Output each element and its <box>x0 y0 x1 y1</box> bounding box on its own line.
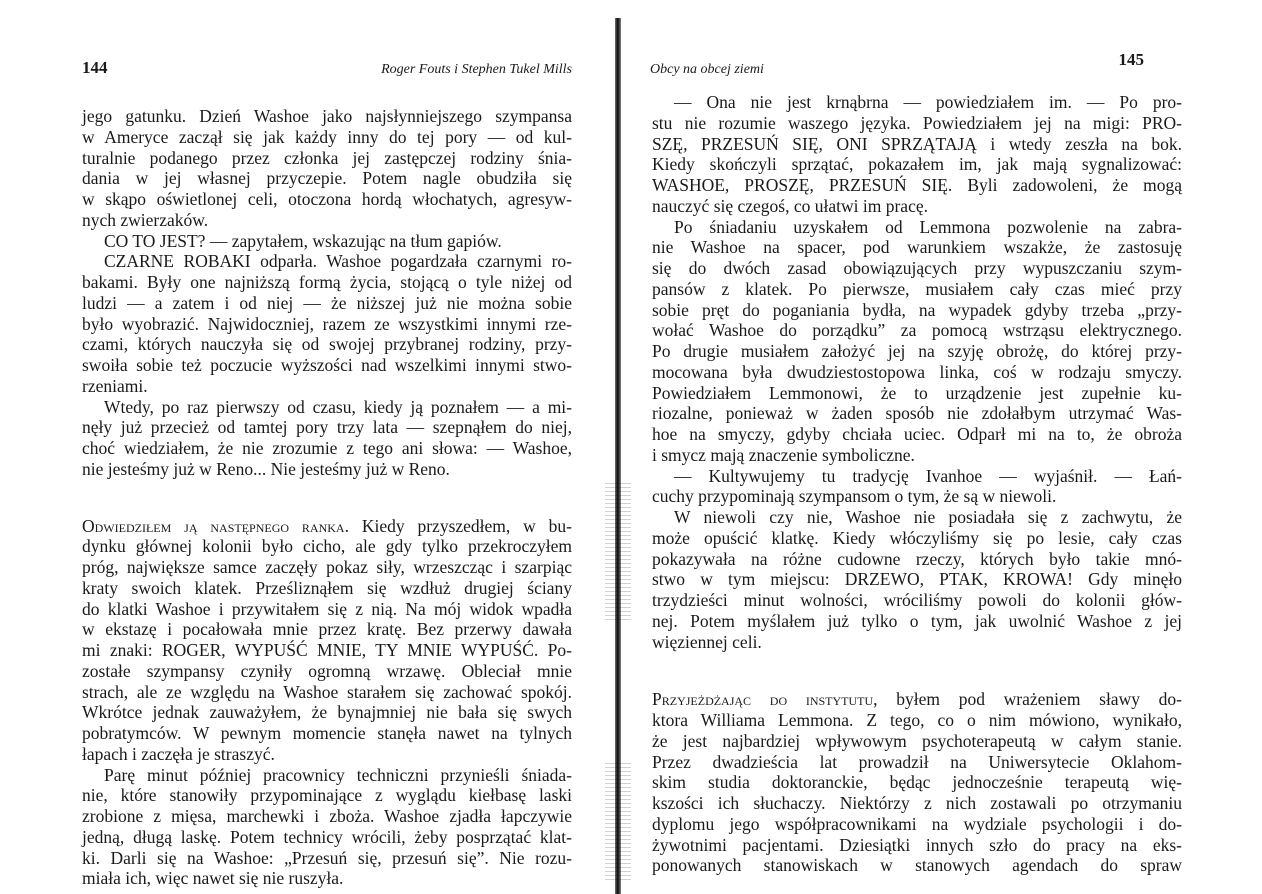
text-line: więziennej celi. <box>652 631 762 652</box>
text-line: miała ich, więc nawet się nie ruszyła. <box>82 868 344 889</box>
text-line: stwo w tym miejscu: DRZEWO, PTAK, KROWA! Gdy minęło <box>652 569 1182 590</box>
text-line: CZARNE ROBAKI odparła. Washoe pogardzała czarnymi ro- <box>104 251 572 272</box>
scan-noise <box>605 480 631 620</box>
text-line: łapach i zaczęła je straszyć. <box>82 743 275 764</box>
text-line: — Ona nie jest krnąbrna — powiedziałem im. — Po pro- <box>674 92 1182 112</box>
scan-noise <box>605 760 631 880</box>
text-line: pobratymców. W pewnym momencie stanęła nawet na tylnych <box>82 723 572 743</box>
text-line: w Ameryce zaczął się jak każdy inny do tej pory — od kul- <box>82 126 572 147</box>
text-line: dania w jej własnej przyczepie. Potem nagle obudziła się <box>82 168 572 189</box>
text-line: strach, ale ze względu na Washoe starałem się zachować spokój. <box>82 681 572 702</box>
text-line: w ekstazę i pocałowała mnie przez kratę. Bez przerwy dawała <box>82 619 572 640</box>
text-line: próg, największe samce zaczęły pokaz siły, wrzeszcząc i szarpiąc <box>82 557 572 577</box>
text-line: się do dwóch zasad obowiązujących przy wypuszczaniu szym- <box>652 258 1182 278</box>
section-lead: Odwiedziłem ją następnego ranka. <box>82 515 349 536</box>
text-line: dynku głównej kolonii było cicho, ale gdy tylko przekroczyłem <box>82 536 572 557</box>
text-line: żywotnimi pacjentami. Dziesiątki innych szło do pracy na eks- <box>652 834 1182 855</box>
text-line: kszości ich słuchaczy. Niektórzy z nich zostawali po otrzymaniu <box>652 793 1182 813</box>
text-line: czami, których nauczyła się od swojej przybranej rodziny, przy- <box>82 334 572 355</box>
text-line: W niewoli czy nie, Washoe nie posiadała się z zachwytu, że <box>674 507 1182 527</box>
text-line: Wtedy, po raz pierwszy od czasu, kiedy ją poznałem — a mi- <box>104 396 572 417</box>
text-line: w skąpo oświetlonej celi, otoczona hordą włochatych, agresyw- <box>82 189 572 209</box>
text-line: — Kultywujemy tu tradycję Ivanhoe — wyjaśnił. — Łań- <box>674 465 1182 486</box>
text-line: skim studia doktoranckie, będąc jednocześnie terapeutą wię- <box>652 772 1182 793</box>
text-line: hoe na smyczy, gdyby chciała uciec. Odparł mi na to, że obroża <box>652 424 1182 444</box>
text-line: mocowana była dwudziestostopowa linka, coś w rodzaju smyczy. <box>652 361 1182 382</box>
page-number: 145 <box>1118 50 1144 69</box>
text-line: pokazywała na różne cudowne rzeczy, których było takie mnó- <box>652 548 1182 569</box>
text-line: choć wiedziałem, że nie zrozumie z tego ani słowa: — Washoe, <box>82 438 572 458</box>
text-line: ktora Williama Lemmona. Z tego, co o nim mówiono, wynikało, <box>652 710 1182 730</box>
text-line: Wkrótce jednak zauważyłem, że bynajmniej nie bała się swych <box>82 702 572 723</box>
text-line: było wyobrazić. Najwidoczniej, razem ze wszystkimi innymi rze- <box>82 313 572 334</box>
text-line: rzeniami. <box>82 375 148 396</box>
text-line: riozalne, ponieważ w żaden sposób nie zdołałbym utrzymać Was- <box>652 403 1182 424</box>
text-line: nej. Potem myślałem już tylko o tym, jak uwolnić Washoe z jej <box>652 610 1182 631</box>
line-text: byłem pod wrażeniem sławy do- <box>896 689 1183 710</box>
right-page <box>652 0 1182 894</box>
text-line: nie, które stanowiły przypominające z wyglądu kiełbasę laski <box>82 785 572 806</box>
text-line: bakami. Były one najniższą formą życia, stojącą o tyle niżej od <box>82 272 572 292</box>
page-number: 144 <box>82 58 108 77</box>
text-line: WASHOE, PROSZĘ, PRZESUŃ SIĘ. Byli zadowoleni, że mogą <box>652 175 1182 195</box>
line-text: Kiedy przyszedłem, w bu- <box>361 515 572 536</box>
text-line: może opuścić klatkę. Kiedy włóczyliśmy się po lesie, cały czas <box>652 527 1182 548</box>
text-line: jego gatunku. Dzień Washoe jako najsłynniejszego szympansa <box>82 106 572 126</box>
text-line: Parę minut później pracownicy techniczni przynieśli śniada- <box>104 764 572 785</box>
text-line: wołać Washoe do porządku” za pomocą wstrząsu elektrycznego. <box>652 320 1182 341</box>
text-line: Powiedziałem Lemmonowi, że to urządzenie jest zupełnie ku- <box>652 382 1182 403</box>
section-lead: Przyjeżdżając do instytutu, <box>652 689 878 710</box>
text-line: CO TO JEST? — zapytałem, wskazując na tłum gapiów. <box>104 230 502 251</box>
text-line: Przez dwadzieścia lat prowadził na Uniwersytecie Oklahom- <box>652 751 1182 772</box>
text-line: nęły już przecież od tamtej pory trzy lata — szepnąłem do niej, <box>82 417 572 438</box>
text-line: nauczyć się czegoś, co ułatwi im pracę. <box>652 195 928 216</box>
text-line: ludzi — a zatem i od niej — że niższej już nie można sobie <box>82 292 572 313</box>
text-line: nych zwierzaków. <box>82 209 209 230</box>
text-line: do klatki Washoe i przywitałem się z nią. Na mój widok wpadła <box>82 598 572 619</box>
text-line: SZĘ, PRZESUŃ SIĘ, ONI SPRZĄTAJĄ i wtedy zeszła na bok. <box>652 133 1182 154</box>
text-line: nie jesteśmy już w Reno... Nie jesteśmy już w Reno. <box>82 458 450 479</box>
left-page <box>82 0 572 894</box>
text-line: nie Washoe na spacer, pod warunkiem wszakże, że zastosuję <box>652 237 1182 258</box>
text-line: trzydzieści minut wolności, wróciliśmy powoli do kolonii głów- <box>652 590 1182 610</box>
text-line <box>652 689 1182 709</box>
running-head: Obcy na obcej ziemi <box>650 62 764 77</box>
text-line: jedną, długą laskę. Potem technicy wrócili, żeby posprzątać klat- <box>82 826 572 847</box>
text-line: mi znaki: ROGER, WYPUŚĆ MNIE, TY MNIE WYPUŚĆ. Po- <box>82 640 572 660</box>
text-line: pansów z klatek. Po pierwsze, musiałem cały czas mieć przy <box>652 278 1182 299</box>
text-line: ponowanych stanowiskach w stanowych agendach do spraw <box>652 855 1182 876</box>
text-line: turalnie podanego przez członka jej zastępczej rodziny śnia- <box>82 147 572 168</box>
text-line: cuchy przypominają szympansom o tym, że są w niewoli. <box>652 486 1057 507</box>
text-line: i smycz mają znaczenie symboliczne. <box>652 444 915 465</box>
text-line: ki. Darli się na Washoe: „Przesuń się, przesuń się”. Nie rozu- <box>82 847 572 868</box>
text-line: dyplomu jego współpracownikami na wydziale psychologii i do- <box>652 813 1182 834</box>
text-line: zostałe szympansy czyniły ogromną wrzawę. Obleciał mnie <box>82 660 572 681</box>
running-head: Roger Fouts i Stephen Tukel Mills <box>381 62 572 77</box>
text-line: sobie pręt do poganiania bydła, na wypadek gdyby trzeba „przy- <box>652 299 1182 320</box>
text-line: kraty swoich klatek. Prześliznąłem się wzdłuż drugiej ściany <box>82 577 572 598</box>
text-line <box>82 516 572 536</box>
text-line: że jest najbardziej wpływowym psychoterapeutą w całym stanie. <box>652 730 1182 751</box>
text-line: Po śniadaniu uzyskałem od Lemmona pozwolenie na zabra- <box>674 216 1182 237</box>
text-line: Po drugie musiałem założyć jej na szyję obrożę, do której przy- <box>652 341 1182 361</box>
text-line: swoiła sobie też poczucie wyższości nad wszelkimi innymi stwo- <box>82 355 572 375</box>
text-line: stu nie rozumie waszego języka. Powiedziałem jej na migi: PRO- <box>652 112 1182 133</box>
text-line: zrobione z mięsa, marchewki i zboża. Washoe zjadła łapczywie <box>82 806 572 826</box>
text-line: Kiedy skończyli sprzątać, pokazałem im, jak mają sygnalizować: <box>652 154 1182 175</box>
